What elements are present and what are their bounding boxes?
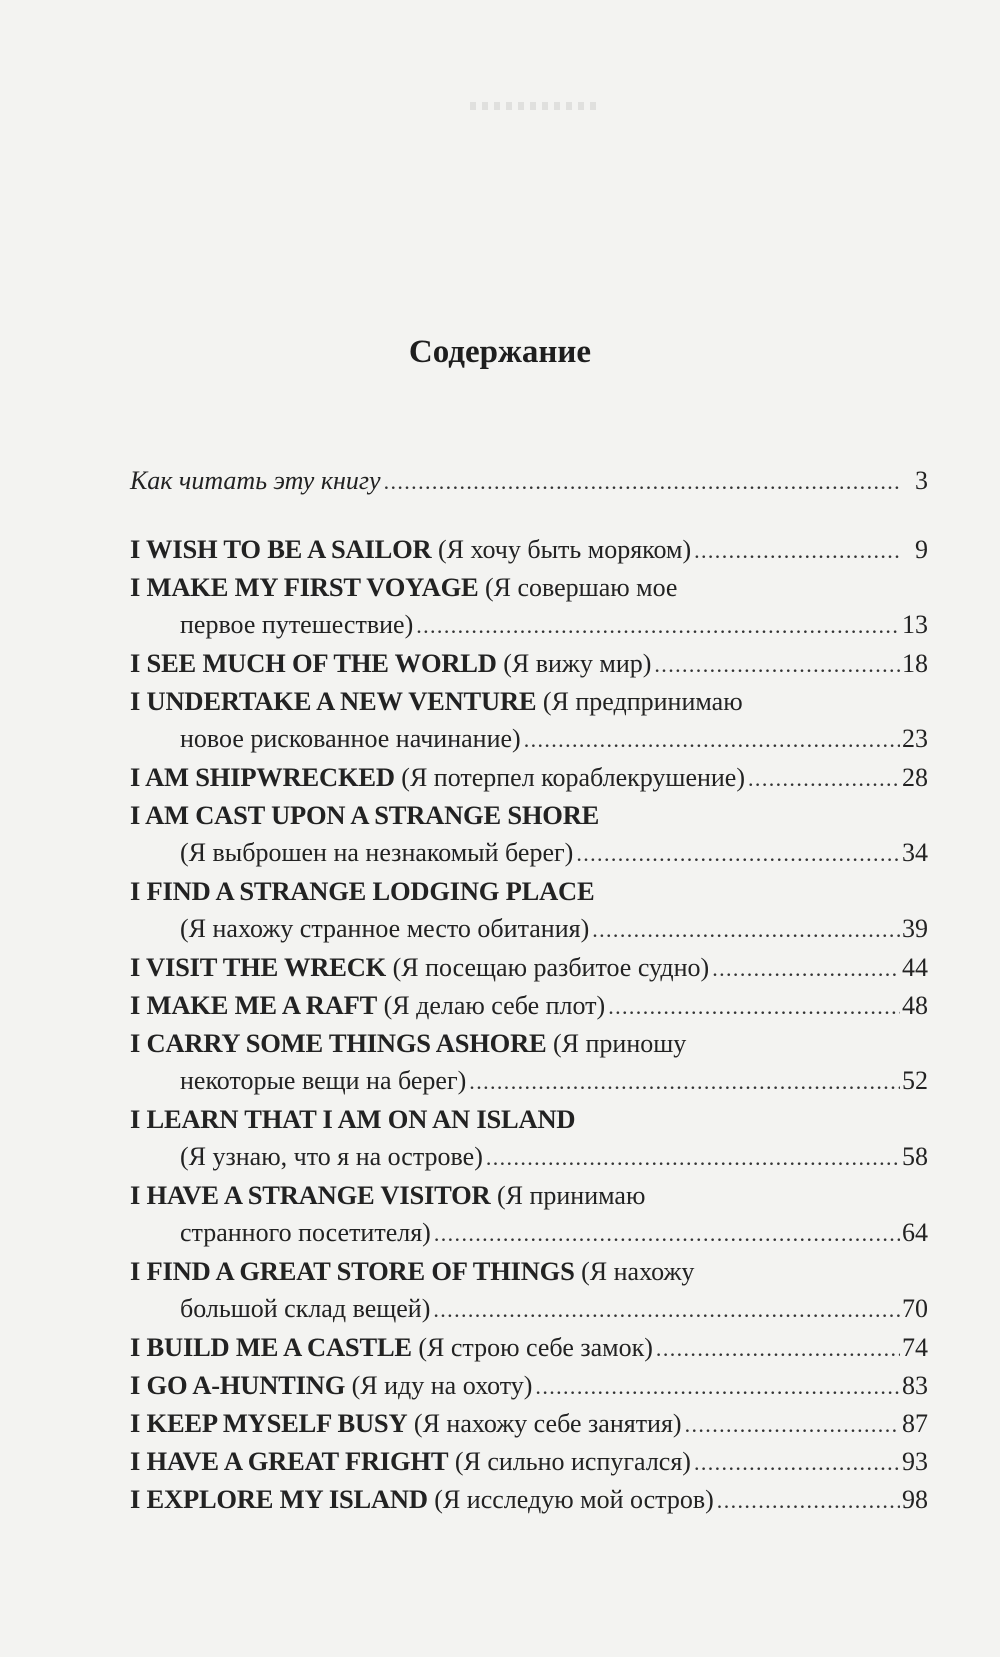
dot-leader [694, 532, 900, 570]
toc-entry [130, 1024, 928, 1100]
dot-leader [654, 646, 900, 684]
entry-english-title: I MAKE MY FIRST VOYAGE [130, 572, 479, 602]
toc-entry [130, 1100, 928, 1176]
entry-russian-title: (Я иду на охоту) [351, 1371, 533, 1400]
entry-russian-title: (Я исследую мой остров) [434, 1485, 714, 1514]
dot-leader [712, 950, 900, 988]
toc-entry-continuation [130, 1138, 928, 1176]
toc-entry [130, 796, 928, 872]
toc-entry-line [130, 948, 928, 986]
entry-russian-title: (Я вижу мир) [503, 649, 652, 678]
toc-entry-line [130, 986, 928, 1024]
toc-entry [130, 1366, 928, 1404]
toc-entry-continuation [130, 1290, 928, 1328]
toc-entry-continuation [130, 910, 928, 948]
toc-entry [130, 1328, 928, 1366]
dot-leader [535, 1368, 900, 1406]
toc-entry-continuation [130, 606, 928, 644]
entry-russian-title: (Я сильно испугался) [454, 1447, 691, 1476]
toc-entry [130, 872, 928, 948]
entry-english-title: I AM CAST UPON A STRANGE SHORE [130, 800, 600, 830]
toc-intro-label: Как читать эту книгу [130, 466, 381, 495]
dot-leader [434, 1215, 900, 1253]
page-number: 83 [902, 1371, 928, 1400]
entry-english-title: I MAKE ME A RAFT [130, 990, 378, 1020]
entry-russian-title: (Я делаю себе плот) [383, 991, 606, 1020]
page-number: 13 [902, 610, 928, 639]
entry-russian-title: (Я посещаю разбитое судно) [392, 953, 710, 982]
dot-leader [416, 607, 900, 645]
entry-russian-title: (Я приношу [552, 1029, 687, 1058]
dot-leader [576, 835, 900, 873]
page-number: 28 [902, 763, 928, 792]
page-number: 58 [902, 1142, 928, 1171]
page-number: 34 [902, 838, 928, 867]
page-number: 74 [902, 1333, 928, 1362]
toc-entry-line [130, 682, 928, 720]
toc-entry [130, 758, 928, 796]
dot-leader [694, 1444, 900, 1482]
entry-russian-title: (Я нахожу [581, 1257, 695, 1286]
entry-russian-title-continued: первое путешествие) [180, 610, 414, 639]
entry-english-title: I UNDERTAKE A NEW VENTURE [130, 686, 537, 716]
entry-english-title: I SEE MUCH OF THE WORLD [130, 648, 497, 678]
dot-leader [469, 1063, 900, 1101]
dot-leader [433, 1291, 900, 1329]
entry-russian-title-continued: некоторые вещи на берег) [180, 1066, 467, 1095]
toc-entry [130, 948, 928, 986]
entry-english-title: I GO A-HUNTING [130, 1370, 346, 1400]
dot-leader [592, 911, 900, 949]
entry-russian-title: (Я совершаю мое [484, 573, 678, 602]
dot-leader [486, 1139, 900, 1177]
toc-entry [130, 1442, 928, 1480]
entry-english-title: I BUILD ME A CASTLE [130, 1332, 412, 1362]
toc-entry-continuation [130, 1062, 928, 1100]
toc-entry [130, 530, 928, 568]
page-number: 52 [902, 1066, 928, 1095]
entry-english-title: I CARRY SOME THINGS ASHORE [130, 1028, 547, 1058]
toc-entry [130, 1404, 928, 1442]
page-number: 3 [915, 466, 928, 495]
toc-entry-line [130, 1024, 928, 1062]
toc-entry [130, 986, 928, 1024]
dot-leader [748, 760, 900, 798]
dot-leader [608, 988, 900, 1026]
page-number: 93 [902, 1447, 928, 1476]
toc-entry-line [130, 644, 928, 682]
toc-entry-line [130, 1404, 928, 1442]
bleed-through-mark [470, 102, 600, 110]
entry-english-title: I LEARN THAT I AM ON AN ISLAND [130, 1104, 576, 1134]
page-number: 18 [902, 649, 928, 678]
entry-english-title: I KEEP MYSELF BUSY [130, 1408, 408, 1438]
toc-entry-line [130, 796, 928, 834]
page-number: 44 [902, 953, 928, 982]
entry-english-title: I FIND A GREAT STORE OF THINGS [130, 1256, 575, 1286]
entry-english-title: I HAVE A STRANGE VISITOR [130, 1180, 491, 1210]
toc-entry-continuation [130, 834, 928, 872]
toc-entry-line [130, 758, 928, 796]
toc-entry-line [130, 1328, 928, 1366]
toc-entry-line [130, 568, 928, 606]
toc-entry-continuation [130, 1214, 928, 1252]
toc-entry-line [130, 1252, 928, 1290]
entry-english-title: I VISIT THE WRECK [130, 952, 387, 982]
toc-entry-line [130, 530, 928, 568]
entry-english-title: I HAVE A GREAT FRIGHT [130, 1446, 449, 1476]
entry-russian-title-continued: новое рискованное начинание) [180, 724, 521, 753]
toc-entry [130, 1176, 928, 1252]
entry-russian-title-continued: (Я узнаю, что я на острове) [180, 1142, 483, 1171]
entry-english-title: I FIND A STRANGE LODGING PLACE [130, 876, 595, 906]
dot-leader [717, 1482, 900, 1520]
dot-leader [384, 463, 900, 501]
toc-entry [130, 568, 928, 644]
entry-russian-title-continued: странного посетителя) [180, 1218, 431, 1247]
toc-entry-line [130, 1480, 928, 1518]
page-number: 48 [902, 991, 928, 1020]
toc-entry-line [130, 1366, 928, 1404]
entry-russian-title-continued: (Я нахожу странное место обитания) [180, 914, 590, 943]
entry-russian-title-continued: большой склад вещей) [180, 1294, 431, 1323]
table-of-contents [130, 462, 928, 1518]
toc-entry-continuation [130, 720, 928, 758]
page-number: 9 [915, 535, 928, 564]
entry-russian-title: (Я предпринимаю [542, 687, 743, 716]
dot-leader [524, 721, 900, 759]
toc-entry-line [130, 1100, 928, 1138]
entry-russian-title: (Я нахожу себе занятия) [413, 1409, 682, 1438]
toc-entry [130, 1252, 928, 1328]
toc-entry [130, 682, 928, 758]
page-number: 70 [902, 1294, 928, 1323]
entry-russian-title: (Я потерпел кораблекрушение) [401, 763, 746, 792]
page-number: 64 [902, 1218, 928, 1247]
entry-russian-title: (Я принимаю [496, 1181, 646, 1210]
entry-russian-title-continued: (Я выброшен на незнакомый берег) [180, 838, 574, 867]
page-number: 98 [902, 1485, 928, 1514]
toc-entry-line [130, 1442, 928, 1480]
entry-russian-title: (Я хочу быть моряком) [437, 535, 692, 564]
entry-english-title: I WISH TO BE A SAILOR [130, 534, 432, 564]
toc-entries [130, 530, 928, 1518]
dot-leader [685, 1406, 900, 1444]
page-number: 87 [902, 1409, 928, 1438]
dot-leader [656, 1330, 900, 1368]
toc-entry [130, 644, 928, 682]
toc-entry-line [130, 872, 928, 910]
entry-russian-title: (Я строю себе замок) [418, 1333, 653, 1362]
page-number: 23 [902, 724, 928, 753]
page-title: Содержание [408, 334, 592, 370]
entry-english-title: I AM SHIPWRECKED [130, 762, 395, 792]
toc-intro-entry [130, 462, 928, 500]
toc-entry [130, 1480, 928, 1518]
page-number: 39 [902, 914, 928, 943]
entry-english-title: I EXPLORE MY ISLAND [130, 1484, 428, 1514]
toc-entry-line [130, 1176, 928, 1214]
